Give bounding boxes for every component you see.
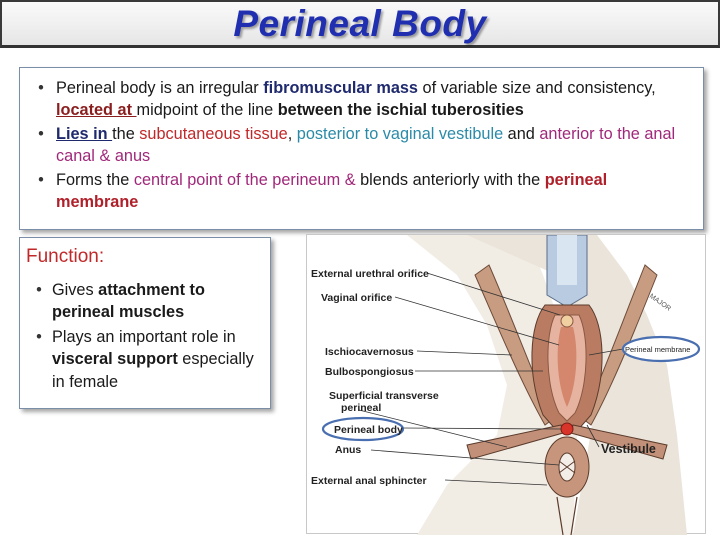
page-title: Perineal Body <box>233 2 487 44</box>
label-external-urethral-orifice: External urethral orifice <box>311 268 429 280</box>
label-perineal-body: Perineal body <box>334 424 403 436</box>
function-text: Plays an important role in visceral support especially in female <box>52 327 254 391</box>
label-ischiocavernosus: Ischiocavernosus <box>325 346 414 358</box>
bullet-dot-icon: • <box>36 327 42 346</box>
perineum-diagram <box>307 235 707 535</box>
title-bar <box>0 0 720 48</box>
urethral-orifice-shape <box>561 315 573 327</box>
bullet-item <box>26 169 693 213</box>
label-anus: Anus <box>335 444 362 456</box>
perineal-body-marker <box>561 423 573 435</box>
label-vaginal-orifice: Vaginal orifice <box>321 292 393 304</box>
bullet-text: Lies in the subcutaneous tissue, posterior to vaginal vestibule and anterior to the anal canal & anus <box>56 125 676 165</box>
label-superficial-transverse: Superficial transverse <box>329 390 439 402</box>
bullet-item <box>26 77 693 121</box>
anatomy-figure <box>306 234 706 534</box>
description-box <box>19 67 704 230</box>
function-box <box>19 237 271 409</box>
bullet-text: Forms the central point of the perineum & blends anteriorly with the perineal membrane <box>56 171 608 211</box>
label-perineal-membrane: Perineal membrane <box>625 345 691 354</box>
label-pubis-tag: MAJOR <box>647 292 672 313</box>
label-external-anal-sphincter: External anal sphincter <box>311 475 427 487</box>
clitoral-highlight-shape <box>557 235 577 285</box>
label-vestibule: Vestibule <box>601 442 656 456</box>
bullet-dot-icon: • <box>38 171 44 189</box>
function-item <box>26 326 264 394</box>
bullet-text: Perineal body is an irregular fibromuscular mass of variable size and consistency, located at midpoint of the line between the ischial tuberosities <box>56 79 656 119</box>
function-item <box>26 279 264 324</box>
bullet-dot-icon: • <box>38 79 44 97</box>
function-text: Gives attachment to perineal muscles <box>52 280 205 321</box>
function-heading: Function: <box>26 246 105 267</box>
bullet-item <box>26 123 693 167</box>
label-perineal: perineal <box>341 402 382 414</box>
bullet-dot-icon: • <box>38 125 44 143</box>
bullet-dot-icon: • <box>36 280 42 299</box>
label-bulbospongiosus: Bulbospongiosus <box>325 366 414 378</box>
